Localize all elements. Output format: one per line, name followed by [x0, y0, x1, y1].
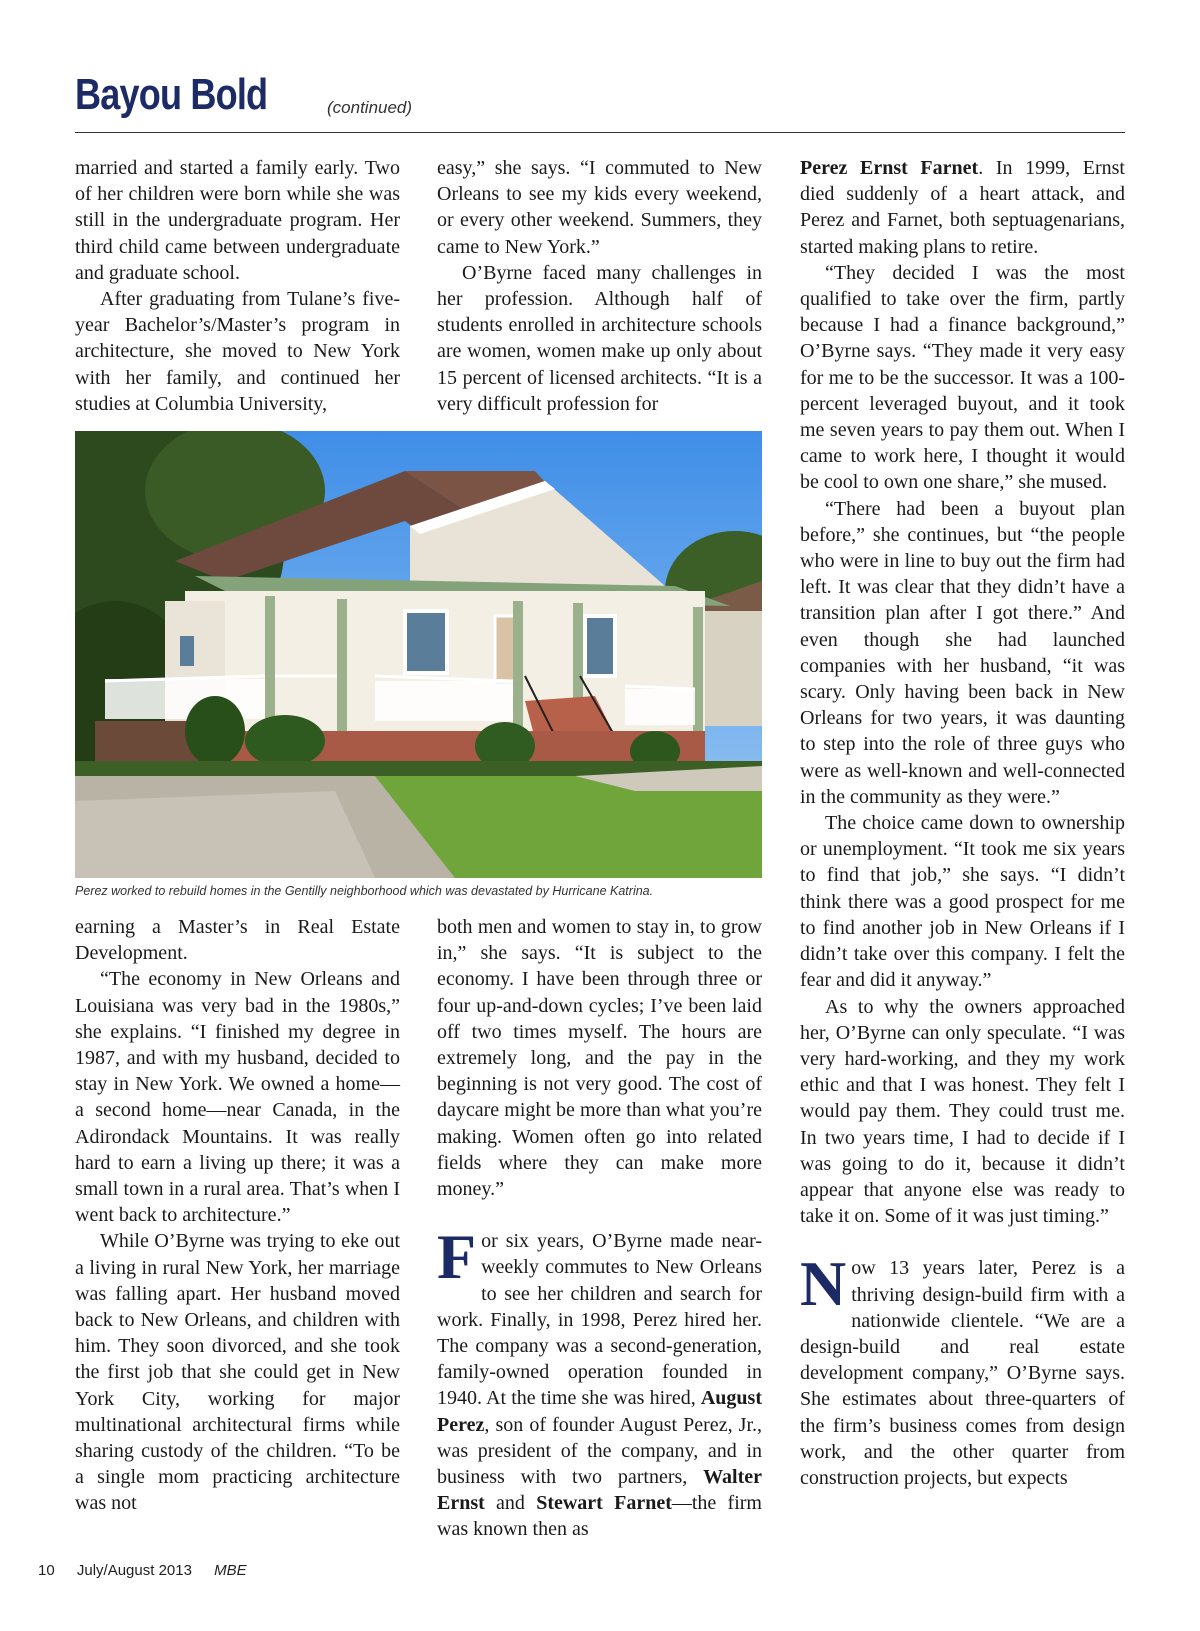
- paragraph: O’Byrne faced many challenges in her profession. Although half of students enrolled in architecture schools are women, women make up only about 15 percent of licensed architects. “It is a very difficult profession for: [437, 261, 762, 415]
- paragraph: Perez Ernst Farnet. In 1999, Ernst died suddenly of a heart attack, and Perez and Farnet, both septuagenarians, started making plans to retire.: [800, 157, 1125, 258]
- paragraph: easy,” she says. “I commuted to New Orleans to see my kids every weekend, or every other weekend. Summers, they came to New York.”: [437, 157, 762, 258]
- dropcap: N: [800, 1248, 847, 1320]
- paragraph-dropcap: Now 13 years later, Perez is a thriving design-build firm with a nationwide clientele. “We are a design-build and real estate development company,” O’Byrne says. She estimates about three-quarters of the firm’s business comes from design work, and the other quarter from construction projects, but expects: [800, 1248, 1125, 1489]
- page-number: 10: [38, 1562, 55, 1579]
- column-2-bottom: [437, 914, 762, 1543]
- photo-caption: Perez worked to rebuild homes in the Gentilly neighborhood which was devastated by Hurricane Katrina.: [75, 884, 654, 898]
- person-name: Stewart Farnet: [536, 1492, 672, 1515]
- page-footer: [38, 1562, 265, 1579]
- firm-name: Perez Ernst Farnet: [800, 157, 979, 179]
- issue-date: July/August 2013: [76, 1562, 192, 1579]
- paragraph: “There had been a buyout plan before,” she continues, but “the people who were in line to buy out the firm had left. It was clear that they didn’t have a transition plan after I got there.” And even though she had launched companies with her husband, “it was scary. Only having been back in New Orleans for two years, it was daunting to step into the role of three guys who were as well-known and well-connected in the community as they were.”: [800, 497, 1125, 808]
- column-3: [800, 155, 1125, 1491]
- page-title: Bayou Bold: [75, 70, 268, 119]
- paragraph: earning a Master’s in Real Estate Development.: [75, 916, 400, 965]
- page-subtitle: (continued): [327, 98, 413, 117]
- column-1-top: [75, 155, 400, 417]
- paragraph: While O’Byrne was trying to eke out a living in rural New York, her marriage was falling apart. Her husband moved back to New Orleans, and children with him. They soon divorced, and she took the first job that she could get in New York City, working for major multinational architectural firms while sharing custody of the children. “To be a single mom practicing architecture was not: [75, 1230, 400, 1515]
- column-2-top: [437, 155, 762, 417]
- paragraph: married and started a family early. Two of her children were born while she was still in the undergraduate program. Her third child came between undergraduate and graduate school.: [75, 157, 400, 284]
- paragraph: “They decided I was the most qualified to take over the firm, partly because I had a finance background,” O’Byrne says. “They made it very easy for me to be the successor. It was a 100-percent leveraged buyout, and it took me seven years to pay them out. When I came to work here, I thought it would be cool to own one share,” she mused.: [800, 261, 1125, 494]
- page-header: [75, 70, 1125, 133]
- paragraph: The choice came down to ownership or unemployment. “It took me six years to find that job,” she says. “I didn’t think there was a good prospect for me to find another job in New Orleans if I didn’t take over this company. I felt the fear and did it anyway.”: [800, 812, 1125, 992]
- paragraph: both men and women to stay in, to grow in,” she says. “It is subject to the economy. I have been through three or four up-and-down cycles; I’ve been laid off two times myself. The hours are extremely long, and the pay in the beginning is not very good. The cost of daycare might be more than what you’re making. Women often go into related fields where they can make more money.”: [437, 916, 762, 1201]
- person-name: August Perez: [437, 1387, 762, 1436]
- paragraph: “The economy in New Orleans and Louisiana was very bad in the 1980s,” she explains. “I finished my degree in 1987, and with my husband, decided to stay in New York. We owned a home—a second home—near Canada, in the Adirondack Mountains. It was really hard to earn a living up there; it was a small town in a rural area. That’s when I went back to architecture.”: [75, 968, 400, 1227]
- column-1-bottom: [75, 914, 400, 1517]
- house-photo: [75, 431, 762, 878]
- magazine-name: MBE: [214, 1562, 247, 1579]
- paragraph: After graduating from Tulane’s five-year Bachelor’s/Master’s program in architecture, she moved to New York with her family, and continued her studies at Columbia University,: [75, 288, 400, 415]
- paragraph: As to why the owners approached her, O’Byrne can only speculate. “I was very hard-working, and they my work ethic and that I was honest. They felt I would pay them. They could trust me. In two years time, I had to decide if I was going to do it, because it didn’t appear that anyone else was ready to take it on. Some of it was just timing.”: [800, 995, 1125, 1228]
- paragraph-dropcap: For six years, O’Byrne made near-weekly commutes to New Orleans to see her children and search for work. Finally, in 1998, Perez hired her. The company was a second-generation, family-owned operation founded in 1940. At the time she was hired, August Perez, son of founder August Perez, Jr., was president of the company, and in business with two partners, Walter Ernst and Stewart Farnet—the firm was known then as: [437, 1221, 762, 1541]
- person-name: Walter Ernst: [437, 1466, 762, 1515]
- dropcap: F: [437, 1221, 477, 1293]
